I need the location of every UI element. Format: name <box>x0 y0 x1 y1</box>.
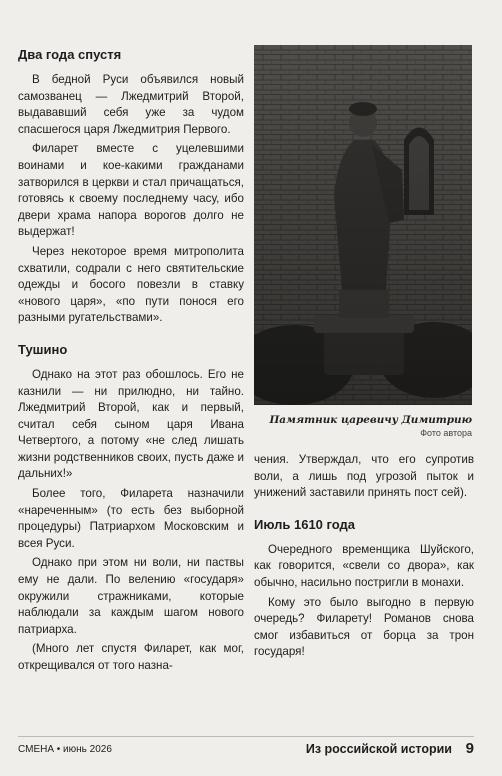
paragraph: Однако на этот раз обошлось. Его не казнили — ни прилюдно, ни тайно. Лжедмитрий Второй, как и первый, считал себя сыном царя Ивана Четвертого, а потому «не след лишать жизни родственников своих, пусть даже и дальних!» <box>18 367 244 481</box>
right-column <box>254 452 474 664</box>
heading-july-1610: Июль 1610 года <box>254 516 356 532</box>
photo-credit: Фото автора <box>420 428 472 438</box>
photo-caption <box>254 414 472 438</box>
paragraph: В бедной Руси объявился новый самозванец — Лжедмитрий Второй, выдававший себя уже за чудом спасшегося царя Лжедмитрия Первого. <box>18 73 244 136</box>
paragraph: Более того, Филарета назначили «нареченным» (то есть без выборной процедуры) Патриархом Московским и всея Руси. <box>18 487 244 550</box>
paragraph: (Много лет спустя Филарет, как мог, открещивался от того назна- <box>18 642 244 672</box>
paragraph: Однако при этом ни воли, ни паствы ему не дали. По велению «государя» окружили стражниками, которые наблюдали за каждым шагом нового патриарха. <box>18 556 244 636</box>
paragraph: Кому это было выгодно в первую очередь? Филарету! Романов снова смог избавиться от борца за трон государя! <box>254 595 474 659</box>
page-footer <box>0 738 502 764</box>
heading-tushino: Тушино <box>18 341 68 357</box>
section-title: Из российской истории <box>305 742 452 756</box>
page-number: 9 <box>465 740 474 757</box>
paragraph: Через некоторое время митрополита схватили, содрали с него святительские одежды и босого повезли в ставку «нового царя», «по пути понося его разными ругательствами». <box>18 244 244 325</box>
magazine-issue: СМЕНА • июнь 2026 <box>18 744 112 755</box>
footer-divider <box>18 736 474 737</box>
heading-two-years-later: Два года спустя <box>18 47 122 62</box>
monument-photo-image <box>254 45 472 405</box>
paragraph: Филарет вместе с уцелевшими воинами и кое-какими гражданами затворился в церкви и стал причащаться, готовясь к своему последнему часу, ибо двери храма напора ворогов долго не выдержат! <box>18 142 244 239</box>
left-column <box>18 40 244 678</box>
monument-photo <box>254 45 472 405</box>
caption-title: Памятник царевичу Димитрию <box>269 414 472 426</box>
paragraph: чения. Утверждал, что его супротив воли, а лишь под угрозой пыток и унижений заставили принять пост сей). <box>254 453 474 500</box>
paragraph: Очередного временщика Шуйского, как говорится, «свели со двора», как обычно, насильно постригли в монахи. <box>254 542 474 589</box>
